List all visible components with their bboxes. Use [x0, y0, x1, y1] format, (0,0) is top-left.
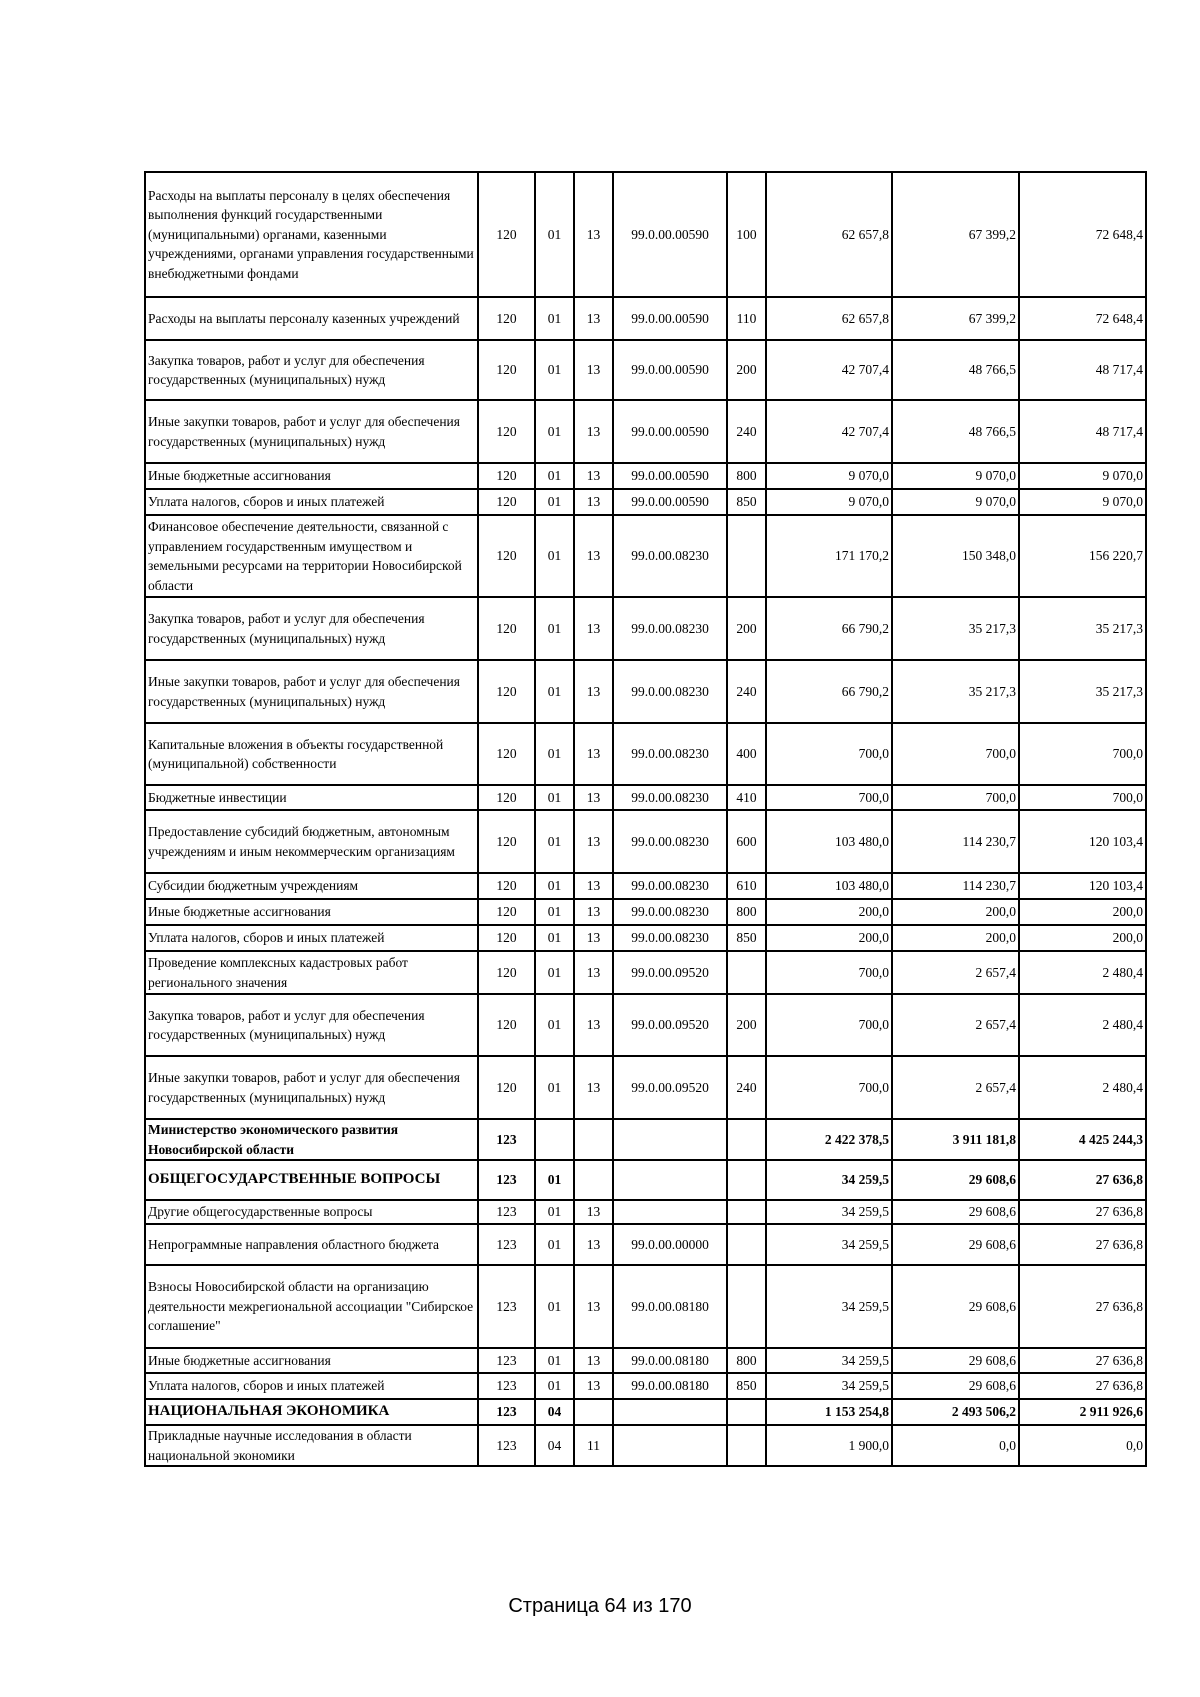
row-target-article-cell: 99.0.00.08180 — [613, 1348, 727, 1373]
row-subsection-code-cell: 13 — [574, 785, 613, 810]
table-row — [145, 1200, 1146, 1224]
row-section-code-cell: 01 — [535, 1373, 574, 1399]
row-target-article-cell: 99.0.00.08230 — [613, 925, 727, 951]
row-year2-amount-cell: 67 399,2 — [892, 172, 1019, 297]
row-year2-amount-cell: 700,0 — [892, 785, 1019, 810]
row-name-cell: Непрограммные направления областного бюджета — [145, 1224, 478, 1265]
row-section-code-cell: 01 — [535, 297, 574, 340]
row-name-cell: НАЦИОНАЛЬНАЯ ЭКОНОМИКА — [145, 1399, 478, 1425]
table-row — [145, 994, 1146, 1056]
row-year2-amount-cell: 114 230,7 — [892, 810, 1019, 873]
row-name-cell: Взносы Новосибирской области на организацию деятельности межрегиональной ассоциации "Сибирское соглашение" — [145, 1265, 478, 1348]
row-section-code-cell: 01 — [535, 1224, 574, 1265]
page-number: Страница 64 из 170 — [508, 1595, 692, 1617]
row-subsection-code-cell — [574, 1119, 613, 1160]
row-expense-type-cell: 200 — [727, 340, 766, 400]
row-year2-amount-cell: 200,0 — [892, 925, 1019, 951]
row-subsection-code-cell: 13 — [574, 400, 613, 463]
row-year1-amount-cell: 1 900,0 — [766, 1425, 892, 1466]
row-year1-amount-cell: 34 259,5 — [766, 1160, 892, 1200]
row-section-code-cell: 01 — [535, 172, 574, 297]
row-ved-code-cell: 120 — [478, 873, 535, 899]
row-subsection-code-cell: 13 — [574, 172, 613, 297]
row-ved-code-cell: 120 — [478, 400, 535, 463]
row-subsection-code-cell — [574, 1160, 613, 1200]
row-expense-type-cell — [727, 1200, 766, 1224]
row-year1-amount-cell: 200,0 — [766, 899, 892, 925]
row-ved-code-cell: 123 — [478, 1265, 535, 1348]
row-ved-code-cell: 120 — [478, 660, 535, 723]
row-section-code-cell: 01 — [535, 810, 574, 873]
row-expense-type-cell: 100 — [727, 172, 766, 297]
row-subsection-code-cell: 13 — [574, 723, 613, 785]
table-row — [145, 515, 1146, 597]
row-year2-amount-cell: 3 911 181,8 — [892, 1119, 1019, 1160]
row-year3-amount-cell: 72 648,4 — [1019, 172, 1146, 297]
row-ved-code-cell: 120 — [478, 297, 535, 340]
row-subsection-code-cell: 13 — [574, 1373, 613, 1399]
row-year2-amount-cell: 48 766,5 — [892, 400, 1019, 463]
row-section-code-cell: 01 — [535, 723, 574, 785]
row-subsection-code-cell — [574, 1399, 613, 1425]
row-expense-type-cell: 240 — [727, 660, 766, 723]
row-name-cell: Субсидии бюджетным учреждениям — [145, 873, 478, 899]
row-expense-type-cell — [727, 1224, 766, 1265]
row-year1-amount-cell: 1 153 254,8 — [766, 1399, 892, 1425]
row-year1-amount-cell: 66 790,2 — [766, 660, 892, 723]
row-target-article-cell: 99.0.00.08230 — [613, 899, 727, 925]
row-subsection-code-cell: 13 — [574, 1224, 613, 1265]
row-name-cell: Другие общегосударственные вопросы — [145, 1200, 478, 1224]
row-section-code-cell: 01 — [535, 340, 574, 400]
row-ved-code-cell: 120 — [478, 463, 535, 489]
table-row — [145, 1399, 1146, 1425]
row-year2-amount-cell: 29 608,6 — [892, 1265, 1019, 1348]
row-expense-type-cell — [727, 1119, 766, 1160]
row-ved-code-cell: 123 — [478, 1200, 535, 1224]
row-ved-code-cell: 120 — [478, 785, 535, 810]
row-year2-amount-cell: 0,0 — [892, 1425, 1019, 1466]
row-year1-amount-cell: 42 707,4 — [766, 400, 892, 463]
row-ved-code-cell: 120 — [478, 723, 535, 785]
row-year2-amount-cell: 35 217,3 — [892, 660, 1019, 723]
row-expense-type-cell: 240 — [727, 400, 766, 463]
row-section-code-cell: 01 — [535, 1348, 574, 1373]
row-year3-amount-cell: 27 636,8 — [1019, 1373, 1146, 1399]
row-year1-amount-cell: 42 707,4 — [766, 340, 892, 400]
row-name-cell: Иные бюджетные ассигнования — [145, 1348, 478, 1373]
row-name-cell: Предоставление субсидий бюджетным, автономным учреждениям и иным некоммерческим организациям — [145, 810, 478, 873]
row-target-article-cell: 99.0.00.09520 — [613, 1056, 727, 1119]
row-subsection-code-cell: 13 — [574, 1056, 613, 1119]
row-year1-amount-cell: 103 480,0 — [766, 873, 892, 899]
row-year1-amount-cell: 700,0 — [766, 1056, 892, 1119]
row-target-article-cell: 99.0.00.00590 — [613, 297, 727, 340]
row-target-article-cell — [613, 1399, 727, 1425]
table-row — [145, 810, 1146, 873]
row-subsection-code-cell: 13 — [574, 660, 613, 723]
row-ved-code-cell: 120 — [478, 899, 535, 925]
row-year3-amount-cell: 2 480,4 — [1019, 951, 1146, 994]
row-year2-amount-cell: 700,0 — [892, 723, 1019, 785]
row-ved-code-cell: 123 — [478, 1373, 535, 1399]
row-section-code-cell: 01 — [535, 1200, 574, 1224]
row-expense-type-cell: 800 — [727, 899, 766, 925]
row-section-code-cell: 04 — [535, 1425, 574, 1466]
row-ved-code-cell: 120 — [478, 489, 535, 515]
row-year2-amount-cell: 9 070,0 — [892, 489, 1019, 515]
table-row — [145, 925, 1146, 951]
row-name-cell: Закупка товаров, работ и услуг для обеспечения государственных (муниципальных) нужд — [145, 994, 478, 1056]
row-year1-amount-cell: 62 657,8 — [766, 297, 892, 340]
budget-table — [144, 171, 1147, 1467]
row-year2-amount-cell: 2 657,4 — [892, 951, 1019, 994]
row-expense-type-cell: 850 — [727, 1373, 766, 1399]
row-target-article-cell: 99.0.00.00590 — [613, 340, 727, 400]
row-section-code-cell: 01 — [535, 463, 574, 489]
table-row — [145, 597, 1146, 660]
row-section-code-cell — [535, 1119, 574, 1160]
row-name-cell: ОБЩЕГОСУДАРСТВЕННЫЕ ВОПРОСЫ — [145, 1160, 478, 1200]
row-name-cell: Иные закупки товаров, работ и услуг для обеспечения государственных (муниципальных) нужд — [145, 660, 478, 723]
row-year3-amount-cell: 4 425 244,3 — [1019, 1119, 1146, 1160]
row-ved-code-cell: 120 — [478, 1056, 535, 1119]
row-expense-type-cell: 850 — [727, 925, 766, 951]
row-target-article-cell: 99.0.00.08230 — [613, 723, 727, 785]
row-year3-amount-cell: 2 911 926,6 — [1019, 1399, 1146, 1425]
row-name-cell: Уплата налогов, сборов и иных платежей — [145, 1373, 478, 1399]
row-year1-amount-cell: 171 170,2 — [766, 515, 892, 597]
row-target-article-cell: 99.0.00.08230 — [613, 597, 727, 660]
row-section-code-cell: 01 — [535, 785, 574, 810]
row-year3-amount-cell: 48 717,4 — [1019, 400, 1146, 463]
row-year1-amount-cell: 700,0 — [766, 994, 892, 1056]
row-target-article-cell: 99.0.00.08180 — [613, 1265, 727, 1348]
row-target-article-cell: 99.0.00.08230 — [613, 873, 727, 899]
row-name-cell: Уплата налогов, сборов и иных платежей — [145, 489, 478, 515]
row-section-code-cell: 01 — [535, 489, 574, 515]
row-section-code-cell: 01 — [535, 994, 574, 1056]
row-year1-amount-cell: 2 422 378,5 — [766, 1119, 892, 1160]
row-expense-type-cell: 800 — [727, 1348, 766, 1373]
row-subsection-code-cell: 13 — [574, 873, 613, 899]
table-row — [145, 1348, 1146, 1373]
row-expense-type-cell — [727, 515, 766, 597]
row-ved-code-cell: 120 — [478, 597, 535, 660]
row-ved-code-cell: 123 — [478, 1348, 535, 1373]
row-subsection-code-cell: 13 — [574, 925, 613, 951]
row-target-article-cell: 99.0.00.00590 — [613, 172, 727, 297]
row-year3-amount-cell: 27 636,8 — [1019, 1265, 1146, 1348]
row-name-cell: Прикладные научные исследования в области национальной экономики — [145, 1425, 478, 1466]
row-year2-amount-cell: 2 657,4 — [892, 994, 1019, 1056]
table-row — [145, 489, 1146, 515]
row-subsection-code-cell: 13 — [574, 951, 613, 994]
row-target-article-cell: 99.0.00.09520 — [613, 951, 727, 994]
row-target-article-cell: 99.0.00.09520 — [613, 994, 727, 1056]
row-expense-type-cell: 110 — [727, 297, 766, 340]
row-section-code-cell: 01 — [535, 899, 574, 925]
table-row — [145, 1265, 1146, 1348]
row-expense-type-cell — [727, 1399, 766, 1425]
row-target-article-cell — [613, 1119, 727, 1160]
row-ved-code-cell: 123 — [478, 1119, 535, 1160]
row-year2-amount-cell: 48 766,5 — [892, 340, 1019, 400]
row-year1-amount-cell: 700,0 — [766, 785, 892, 810]
row-year3-amount-cell: 27 636,8 — [1019, 1200, 1146, 1224]
row-section-code-cell: 01 — [535, 597, 574, 660]
row-name-cell: Иные бюджетные ассигнования — [145, 899, 478, 925]
table-row — [145, 463, 1146, 489]
row-section-code-cell: 01 — [535, 873, 574, 899]
row-year3-amount-cell: 27 636,8 — [1019, 1224, 1146, 1265]
row-target-article-cell: 99.0.00.08180 — [613, 1373, 727, 1399]
row-expense-type-cell: 410 — [727, 785, 766, 810]
row-target-article-cell: 99.0.00.00590 — [613, 400, 727, 463]
row-name-cell: Иные закупки товаров, работ и услуг для обеспечения государственных (муниципальных) нужд — [145, 1056, 478, 1119]
table-row — [145, 1119, 1146, 1160]
row-year3-amount-cell: 700,0 — [1019, 723, 1146, 785]
row-year3-amount-cell: 48 717,4 — [1019, 340, 1146, 400]
row-year1-amount-cell: 34 259,5 — [766, 1373, 892, 1399]
row-name-cell: Иные закупки товаров, работ и услуг для обеспечения государственных (муниципальных) нужд — [145, 400, 478, 463]
row-year2-amount-cell: 29 608,6 — [892, 1373, 1019, 1399]
row-section-code-cell: 01 — [535, 660, 574, 723]
table-row — [145, 723, 1146, 785]
row-year3-amount-cell: 9 070,0 — [1019, 489, 1146, 515]
row-target-article-cell: 99.0.00.00590 — [613, 463, 727, 489]
row-ved-code-cell: 120 — [478, 515, 535, 597]
table-row — [145, 899, 1146, 925]
row-expense-type-cell — [727, 1160, 766, 1200]
budget-table-container — [144, 171, 1145, 1467]
row-year1-amount-cell: 200,0 — [766, 925, 892, 951]
table-row — [145, 1160, 1146, 1200]
row-expense-type-cell: 610 — [727, 873, 766, 899]
row-target-article-cell — [613, 1200, 727, 1224]
row-name-cell: Бюджетные инвестиции — [145, 785, 478, 810]
row-year2-amount-cell: 9 070,0 — [892, 463, 1019, 489]
row-expense-type-cell — [727, 1265, 766, 1348]
row-year2-amount-cell: 2 657,4 — [892, 1056, 1019, 1119]
row-name-cell: Закупка товаров, работ и услуг для обеспечения государственных (муниципальных) нужд — [145, 340, 478, 400]
row-target-article-cell — [613, 1160, 727, 1200]
row-year1-amount-cell: 103 480,0 — [766, 810, 892, 873]
row-ved-code-cell: 123 — [478, 1425, 535, 1466]
row-ved-code-cell: 123 — [478, 1399, 535, 1425]
row-expense-type-cell: 200 — [727, 597, 766, 660]
row-subsection-code-cell: 13 — [574, 340, 613, 400]
row-year2-amount-cell: 29 608,6 — [892, 1200, 1019, 1224]
row-year1-amount-cell: 700,0 — [766, 723, 892, 785]
row-expense-type-cell: 800 — [727, 463, 766, 489]
row-ved-code-cell: 120 — [478, 994, 535, 1056]
row-section-code-cell: 01 — [535, 515, 574, 597]
row-year3-amount-cell: 2 480,4 — [1019, 1056, 1146, 1119]
row-year1-amount-cell: 34 259,5 — [766, 1265, 892, 1348]
row-year3-amount-cell: 9 070,0 — [1019, 463, 1146, 489]
row-year2-amount-cell: 200,0 — [892, 899, 1019, 925]
row-subsection-code-cell: 13 — [574, 297, 613, 340]
row-subsection-code-cell: 13 — [574, 994, 613, 1056]
row-name-cell: Проведение комплексных кадастровых работ регионального значения — [145, 951, 478, 994]
row-year3-amount-cell: 0,0 — [1019, 1425, 1146, 1466]
row-ved-code-cell: 120 — [478, 951, 535, 994]
row-year3-amount-cell: 72 648,4 — [1019, 297, 1146, 340]
row-target-article-cell — [613, 1425, 727, 1466]
table-row — [145, 873, 1146, 899]
row-year3-amount-cell: 35 217,3 — [1019, 597, 1146, 660]
row-year1-amount-cell: 700,0 — [766, 951, 892, 994]
row-year2-amount-cell: 35 217,3 — [892, 597, 1019, 660]
row-section-code-cell: 01 — [535, 1056, 574, 1119]
row-section-code-cell: 01 — [535, 1265, 574, 1348]
row-ved-code-cell: 123 — [478, 1160, 535, 1200]
row-subsection-code-cell: 13 — [574, 597, 613, 660]
row-target-article-cell: 99.0.00.08230 — [613, 515, 727, 597]
row-ved-code-cell: 120 — [478, 925, 535, 951]
row-name-cell: Уплата налогов, сборов и иных платежей — [145, 925, 478, 951]
table-row — [145, 400, 1146, 463]
row-year3-amount-cell: 200,0 — [1019, 925, 1146, 951]
row-subsection-code-cell: 13 — [574, 899, 613, 925]
row-target-article-cell: 99.0.00.08230 — [613, 785, 727, 810]
table-row — [145, 1373, 1146, 1399]
row-subsection-code-cell: 13 — [574, 810, 613, 873]
table-row — [145, 172, 1146, 297]
row-subsection-code-cell: 13 — [574, 1265, 613, 1348]
row-year3-amount-cell: 35 217,3 — [1019, 660, 1146, 723]
row-expense-type-cell: 400 — [727, 723, 766, 785]
row-subsection-code-cell: 11 — [574, 1425, 613, 1466]
row-expense-type-cell — [727, 951, 766, 994]
row-ved-code-cell: 120 — [478, 340, 535, 400]
row-section-code-cell: 01 — [535, 1160, 574, 1200]
row-year1-amount-cell: 9 070,0 — [766, 489, 892, 515]
table-row — [145, 1056, 1146, 1119]
table-row — [145, 660, 1146, 723]
row-name-cell: Расходы на выплаты персоналу в целях обеспечения выполнения функций государственными (муниципальными) органами, казенными учреждениями, органами управления государственными внебюджетными фондами — [145, 172, 478, 297]
row-subsection-code-cell: 13 — [574, 1200, 613, 1224]
row-year2-amount-cell: 29 608,6 — [892, 1224, 1019, 1265]
row-name-cell: Капитальные вложения в объекты государственной (муниципальной) собственности — [145, 723, 478, 785]
row-section-code-cell: 01 — [535, 951, 574, 994]
row-subsection-code-cell: 13 — [574, 515, 613, 597]
table-row — [145, 1425, 1146, 1466]
row-target-article-cell: 99.0.00.08230 — [613, 660, 727, 723]
row-expense-type-cell — [727, 1425, 766, 1466]
row-ved-code-cell: 123 — [478, 1224, 535, 1265]
row-target-article-cell: 99.0.00.00000 — [613, 1224, 727, 1265]
row-subsection-code-cell: 13 — [574, 489, 613, 515]
row-name-cell: Расходы на выплаты персоналу казенных учреждений — [145, 297, 478, 340]
row-subsection-code-cell: 13 — [574, 1348, 613, 1373]
row-year2-amount-cell: 29 608,6 — [892, 1160, 1019, 1200]
row-year2-amount-cell: 67 399,2 — [892, 297, 1019, 340]
table-row — [145, 785, 1146, 810]
row-year3-amount-cell: 120 103,4 — [1019, 810, 1146, 873]
row-year1-amount-cell: 34 259,5 — [766, 1224, 892, 1265]
row-ved-code-cell: 120 — [478, 172, 535, 297]
row-name-cell: Министерство экономического развития Новосибирской области — [145, 1119, 478, 1160]
row-year1-amount-cell: 34 259,5 — [766, 1348, 892, 1373]
row-year3-amount-cell: 2 480,4 — [1019, 994, 1146, 1056]
row-year3-amount-cell: 156 220,7 — [1019, 515, 1146, 597]
row-section-code-cell: 01 — [535, 400, 574, 463]
budget-table-body — [145, 172, 1146, 1466]
row-section-code-cell: 04 — [535, 1399, 574, 1425]
row-expense-type-cell: 850 — [727, 489, 766, 515]
table-row — [145, 1224, 1146, 1265]
table-row — [145, 951, 1146, 994]
row-expense-type-cell: 200 — [727, 994, 766, 1056]
row-year2-amount-cell: 150 348,0 — [892, 515, 1019, 597]
row-name-cell: Закупка товаров, работ и услуг для обеспечения государственных (муниципальных) нужд — [145, 597, 478, 660]
table-row — [145, 297, 1146, 340]
row-expense-type-cell: 240 — [727, 1056, 766, 1119]
row-year2-amount-cell: 2 493 506,2 — [892, 1399, 1019, 1425]
row-year3-amount-cell: 27 636,8 — [1019, 1160, 1146, 1200]
row-expense-type-cell: 600 — [727, 810, 766, 873]
row-year1-amount-cell: 9 070,0 — [766, 463, 892, 489]
row-year2-amount-cell: 114 230,7 — [892, 873, 1019, 899]
row-year1-amount-cell: 62 657,8 — [766, 172, 892, 297]
row-ved-code-cell: 120 — [478, 810, 535, 873]
row-target-article-cell: 99.0.00.08230 — [613, 810, 727, 873]
row-year1-amount-cell: 66 790,2 — [766, 597, 892, 660]
row-year3-amount-cell: 200,0 — [1019, 899, 1146, 925]
row-year3-amount-cell: 700,0 — [1019, 785, 1146, 810]
row-name-cell: Иные бюджетные ассигнования — [145, 463, 478, 489]
row-subsection-code-cell: 13 — [574, 463, 613, 489]
row-section-code-cell: 01 — [535, 925, 574, 951]
row-year3-amount-cell: 27 636,8 — [1019, 1348, 1146, 1373]
row-name-cell: Финансовое обеспечение деятельности, связанной с управлением государственным имуществом и земельными ресурсами на территории Новосибирской области — [145, 515, 478, 597]
row-year2-amount-cell: 29 608,6 — [892, 1348, 1019, 1373]
row-year3-amount-cell: 120 103,4 — [1019, 873, 1146, 899]
row-target-article-cell: 99.0.00.00590 — [613, 489, 727, 515]
row-year1-amount-cell: 34 259,5 — [766, 1200, 892, 1224]
table-row — [145, 340, 1146, 400]
